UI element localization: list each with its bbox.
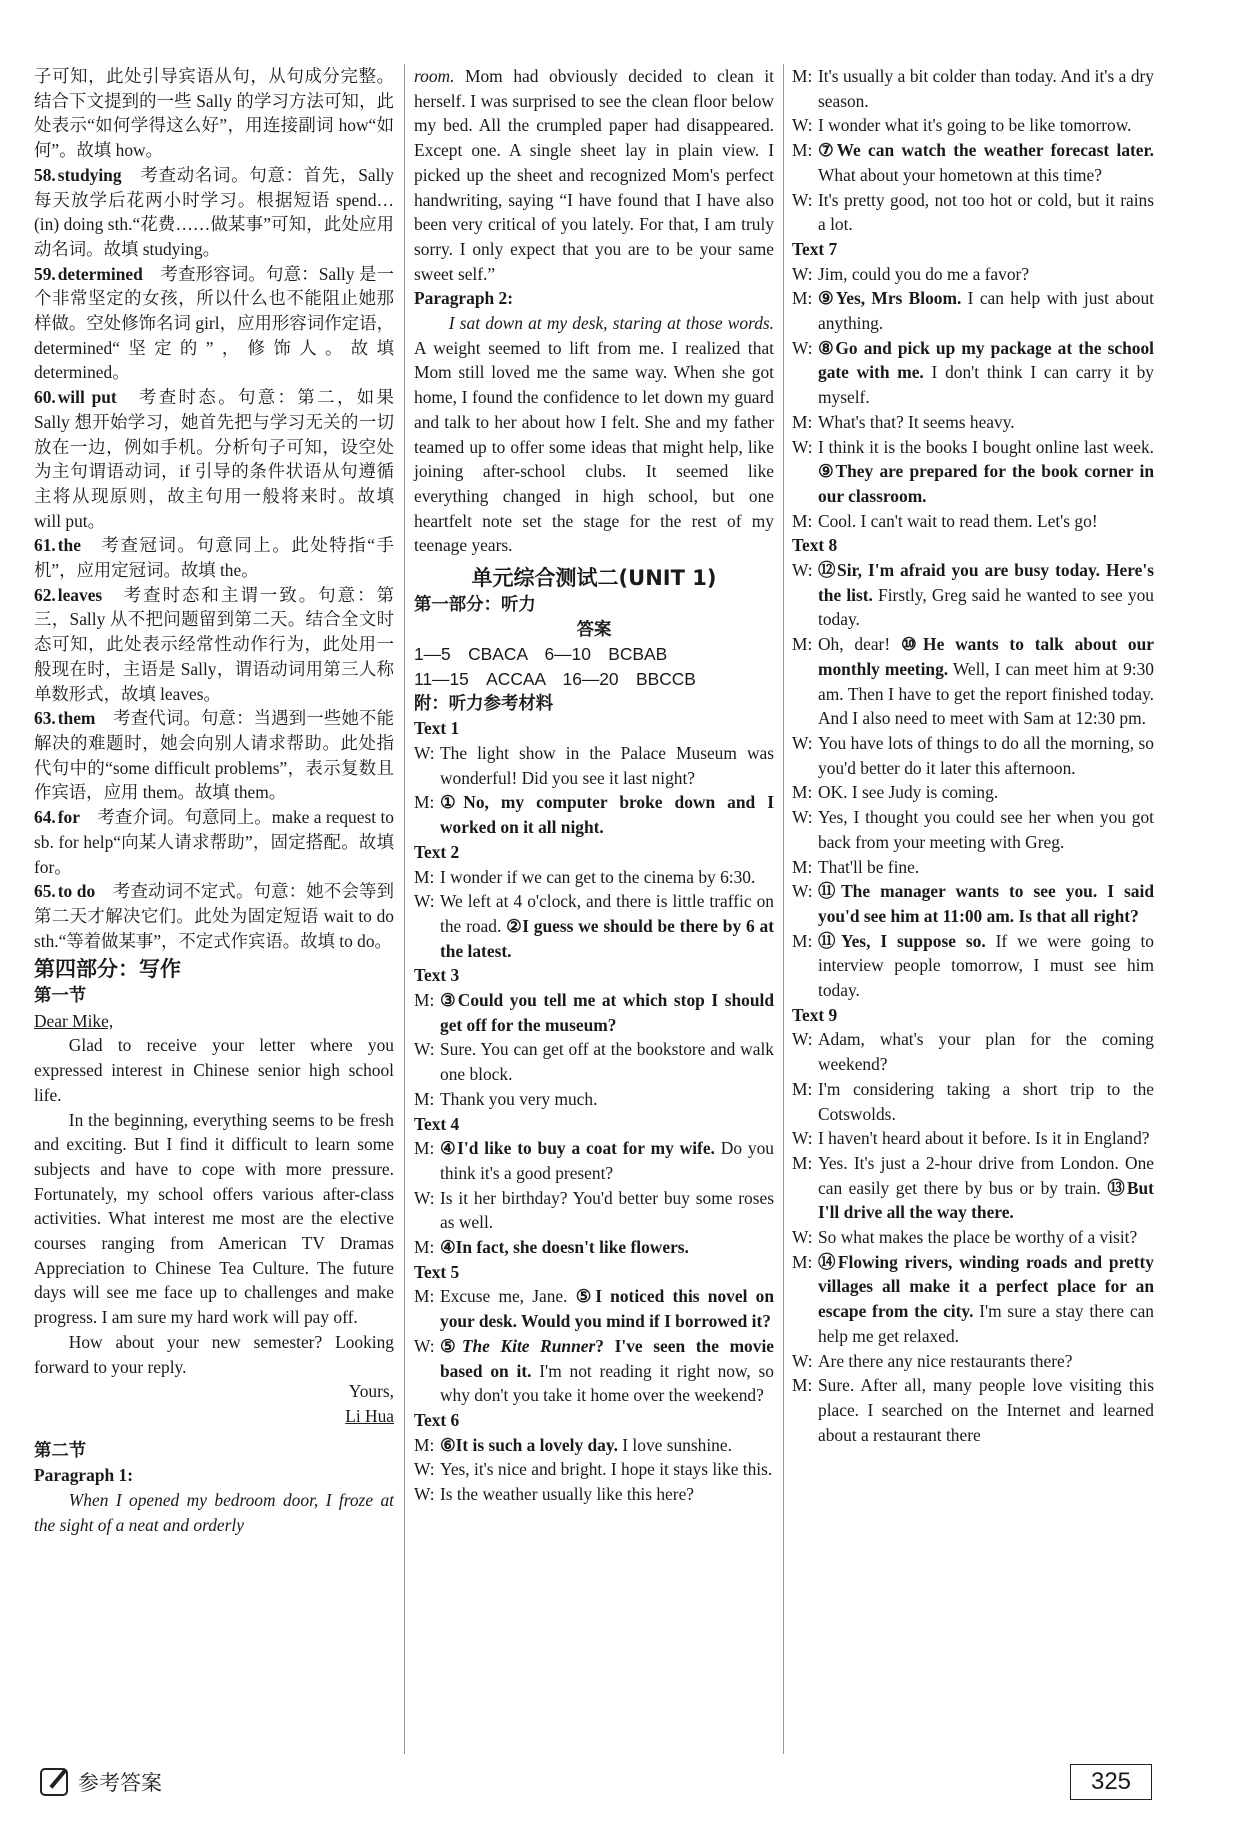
paragraph-2: I sat down at my desk, staring at those words. A weight seemed to lift from me. I realized that Mom still loved me the same way. When she got home, I found the confidence to let down my guard and talk to her about how I felt. She and my father teamed up to offer some ideas that might help, like joining after-school clubs. It seemed like everything changed in high school, but one heartfelt note set the stage for the rest of my teenage years.	[414, 313, 774, 556]
text-label: Text 8	[792, 535, 838, 556]
dialogue-line: W: ⑤The Kite Runner? I've seen the movie based on it. I'm not reading it right now, so why don't you take it home over the weekend?	[414, 1335, 775, 1406]
text-label: Text 5	[414, 1261, 460, 1282]
dialogue-line: M: I'm considering taking a short trip to the Cotswolds.	[792, 1078, 1154, 1124]
answer-60: 60. will put 考查时态。句意：第二，如果 Sally 想开始学习，她首先把与学习无关的一切放在一边，例如手机。分析句子可知，设空处为主句谓语动词，if 引导的条件状语从句遵循主将从现原则，故主句用一般将来时。故填 will put。	[34, 387, 394, 531]
dialogue-line: M: ④In fact, she doesn't like flowers.	[414, 1237, 689, 1258]
dialogue-line: M: Excuse me, Jane. ⑤I noticed this novel on your desk. Would you mind if I borrowed it?	[414, 1286, 774, 1332]
dialogue-line: W: We left at 4 o'clock, and there is little traffic on the road. ②I guess we should be there by 6 at the latest.	[414, 891, 774, 961]
letter-paragraph-2: In the beginning, everything seems to be fresh and exciting. But I find it difficult to learn some subjects and have to cope with more pressure. Fortunately, my school offers various after-class activities. What interest me most are the elective courses ranging from American TV Dramas Appreciation to Chinese Tea Culture. The future days will see me face up to challenges and make progress. I am sure my hard work will pay off.	[34, 1109, 394, 1328]
answers-row-1: 1—5 CBACA 6—10 BCBAB	[414, 644, 668, 665]
dialogue-line: M: ①No, my computer broke down and I worked on it all night.	[414, 792, 774, 838]
dialogue-line: M: It's usually a bit colder than today. And it's a dry season.	[792, 66, 1154, 111]
dialogue-line: M: Cool. I can't wait to read them. Let's go!	[792, 510, 1098, 531]
dialogue-line: W: So what makes the place be worthy of a visit?	[792, 1227, 1138, 1248]
dialogue-line: W: Yes, it's nice and bright. I hope it stays like this.	[414, 1459, 773, 1480]
dialogue-line: M: Sure. After all, many people love visiting this place. I searched on the Internet and learned about a restaurant there	[792, 1375, 1154, 1445]
column-middle	[414, 64, 774, 1507]
dialogue-line: M: ⑦We can watch the weather forecast later. What about your hometown at this time?	[792, 140, 1154, 185]
answer-65: 65. to do 考查动词不定式。句意：她不会等到第二天才解决它们。此处为固定短语 wait to do sth.“等着做某事”，不定式作宾语。故填 to do。	[34, 881, 394, 951]
text-label: Text 9	[792, 1004, 838, 1025]
text-label: Text 3	[414, 965, 460, 986]
dialogue-line: W: Yes, I thought you could see her when you got back from your meeting with Greg.	[792, 807, 1154, 852]
column-left	[34, 64, 394, 1537]
text-label: Text 1	[414, 718, 460, 739]
dialogue-line: W: Is the weather usually like this here?	[414, 1484, 695, 1505]
dialogue-line: W: Is it her birthday? You'd better buy some roses as well.	[414, 1187, 774, 1233]
dialogue-line: M: What's that? It seems heavy.	[792, 411, 1015, 432]
dialogue-line: M: ⑭Flowing rivers, winding roads and pretty villages all make it a perfect place for an escape from the city. I'm sure a stay there can help me get relaxed.	[792, 1251, 1154, 1346]
pencil-icon	[40, 1768, 68, 1796]
text-label: Text 6	[414, 1409, 460, 1430]
dialogue-line: W: ⑫Sir, I'm afraid you are busy today. Here's the list. Firstly, Greg said he wanted to see you today.	[792, 560, 1154, 630]
dialogue-line: M: ⑨Yes, Mrs Bloom. I can help with just about anything.	[792, 288, 1154, 334]
dialogue-line: W: The light show in the Palace Museum was wonderful! Did you see it last night?	[414, 742, 774, 788]
dialogue-line: M: ⑪Yes, I suppose so. If we were going to interview people tomorrow, I must see him today.	[792, 930, 1154, 1001]
dialogue-line: M: That'll be fine.	[792, 856, 920, 877]
dialogue-line: M: I wonder if we can get to the cinema by 6:30.	[414, 866, 756, 887]
dialogue-line: M: ④I'd like to buy a coat for my wife. Do you think it's a good present?	[414, 1138, 774, 1183]
answers-row-2: 11—15 ACCAA 16—20 BBCCB	[414, 668, 696, 689]
text-label: Text 2	[414, 841, 460, 862]
dialogue-line: W: You have lots of things to do all the morning, so you'd better do it later this afternoon.	[792, 732, 1154, 778]
answer-57-continued: 子可知，此处引导宾语从句，从句成分完整。结合下文提到的一些 Sally 的学习方法可知，此处表示“如何学得这么好”，用连接副词 how“如何”。故填 how。	[34, 66, 394, 161]
dialogue-line: W: ⑪The manager wants to see you. I said you'd see him at 11:00 am. Is that all right?	[792, 881, 1154, 926]
letter-paragraph-1: Glad to receive your letter where you expressed interest in Chinese senior high school life.	[34, 1035, 394, 1105]
dialogue-line: W: I wonder what it's going to be like tomorrow.	[792, 115, 1132, 136]
dialogue-line: W: I think it is the books I bought online last week. ⑨They are prepared for the book corner in our classroom.	[792, 436, 1154, 506]
section-heading-listening: 第一部分：听力	[414, 594, 536, 615]
page-number: 325	[1070, 1764, 1152, 1800]
column-divider	[404, 64, 405, 1754]
footer-label: 参考答案	[78, 1771, 162, 1795]
dialogue-line: M: Yes. It's just a 2-hour drive from London. One can easily get there by bus or by train. ⑬But I'll drive all the way there.	[792, 1152, 1154, 1223]
paragraph-1-opening: When I opened my bedroom door, I froze at the sight of a neat and orderly	[34, 1490, 394, 1535]
answer-61: 61. the 考查冠词。句意同上。此处特指“手机”，应用定冠词。故填 the。	[34, 535, 394, 581]
page-footer	[40, 1767, 162, 1797]
answer-62: 62. leaves 考查时态和主谓一致。句意：第三，Sally 从不把问题留到第二天。结合全文时态可知，此处表示经常性动作行为，此处用一般现在时，主语是 Sally，谓语动词用第三人称单数形式，故填 leaves。	[34, 584, 394, 704]
letter-signature: Li Hua	[345, 1405, 394, 1426]
column-divider	[783, 64, 784, 1754]
paragraph-2-label: Paragraph 2:	[414, 288, 514, 309]
answers-label: 答案	[576, 619, 612, 640]
dialogue-line: M: ⑥It is such a lovely day. I love sunshine.	[414, 1434, 732, 1455]
dialogue-line: M: OK. I see Judy is coming.	[792, 782, 999, 803]
dialogue-line: M: Thank you very much.	[414, 1088, 598, 1109]
paragraph-1-continued: room. Mom had obviously decided to clean it herself. I was surprised to see the clean floor below my bed. All the crumpled paper had disappeared. Except one. A single sheet lay in plain view. I picked up the sheet and recognized Mom's perfect handwriting, saying “I have found that I have also been very critical of you lately. For that, I am truly sorry. I only expect that you are to be your same sweet self.”	[414, 66, 774, 284]
dialogue-line: W: It's pretty good, not too hot or cold, but it rains a lot.	[792, 189, 1154, 235]
answer-63: 63. them 考查代词。句意：当遇到一些她不能解决的难题时，她会向别人请求帮助。此处指代句中的“some difficult problems”，表示复数且作宾语，应用 them。故填 them。	[34, 708, 394, 803]
dialogue-line: W: Sure. You can get off at the bookstore and walk one block.	[414, 1039, 774, 1085]
dialogue-line: W: ⑧Go and pick up my package at the school gate with me. I don't think I can carry it by myself.	[792, 337, 1154, 408]
letter-closing: Yours,	[348, 1381, 394, 1402]
dialogue-line: W: I haven't heard about it before. Is it in England?	[792, 1128, 1150, 1149]
letter-salutation: Dear Mike,	[34, 1010, 114, 1031]
letter-paragraph-3: How about your new semester? Looking forward to your reply.	[34, 1331, 394, 1377]
answer-59: 59. determined 考查形容词。句意：Sally 是一个非常坚定的女孩，所以什么也不能阻止她那样做。空处修饰名词 girl，应用形容词作定语，determined“坚定的”，修饰人。故填 determined。	[34, 263, 394, 383]
section-heading-writing: 第四部分：写作	[34, 957, 181, 982]
text-label: Text 7	[792, 238, 838, 259]
dialogue-line: M: Oh, dear! ⑩He wants to talk about our monthly meeting. Well, I can meet him at 9:30 am. Then I have to get the report finished today. And I also need to meet with Sam at 12:30 pm.	[792, 634, 1155, 729]
subsection-1: 第一节	[34, 986, 87, 1007]
answer-58: 58. studying 考查动名词。句意：首先，Sally 每天放学后花两小时学习。根据短语 spend…(in) doing sth.“花费……做某事”可知，此处应用动名词。故填 studying。	[34, 164, 394, 259]
answer-64: 64. for 考查介词。句意同上。make a request to sb. for help“向某人请求帮助”，固定搭配。故填 for。	[34, 807, 394, 877]
dialogue-line: W: Adam, what's your plan for the coming weekend?	[792, 1029, 1154, 1075]
dialogue-line: M: ③Could you tell me at which stop I should get off for the museum?	[414, 990, 774, 1035]
dialogue-line: W: Are there any nice restaurants there?	[792, 1350, 1073, 1371]
column-right	[792, 64, 1154, 1447]
unit-test-title: 单元综合测试二(UNIT 1)	[471, 566, 717, 591]
listening-script-heading: 附：听力参考材料	[414, 693, 554, 714]
text-label: Text 4	[414, 1113, 460, 1134]
subsection-2: 第二节	[34, 1440, 87, 1461]
dialogue-line: W: Jim, could you do me a favor?	[792, 263, 1030, 284]
paragraph-1-label: Paragraph 1:	[34, 1465, 134, 1486]
